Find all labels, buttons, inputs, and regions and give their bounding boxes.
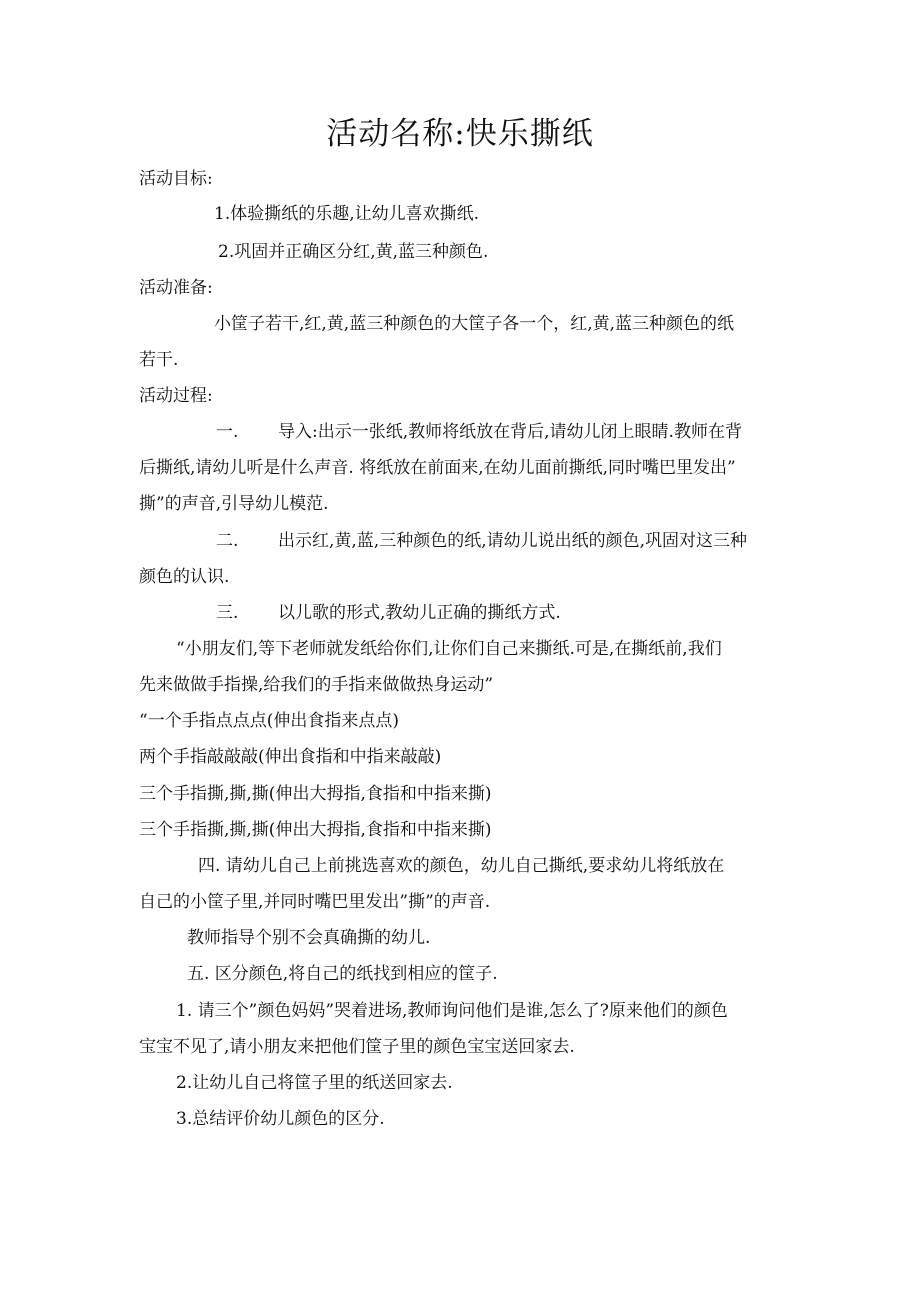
step-2-text: 出示红,黄,蓝,三种颜色的纸,请幼儿说出纸的颜色,巩固对这三种 (278, 531, 748, 551)
rhyme-line-4: 三个手指撕,撕,撕(伸出大拇指,食指和中指来撕) (139, 820, 492, 840)
goal-item-1: 1.体验撕纸的乐趣,让幼儿喜欢撕纸. (214, 204, 480, 224)
step-2-line-1 (216, 529, 747, 553)
quote-line-1: “小朋友们,等下老师就发纸给你们,让你们自己来撕纸.可是,在撕纸前,我们 (176, 639, 722, 659)
step-2-line-2: 颜色的认识. (139, 567, 230, 587)
prep-line-1: 小筐子若干,红,黄,蓝三种颜色的大筐子各一个，红,黄,蓝三种颜色的纸 (214, 314, 735, 334)
rhyme-line-2: 两个手指敲敲敲(伸出食指和中指来敲敲) (139, 747, 442, 767)
document-title: 活动名称:快乐撕纸 (326, 116, 594, 152)
step-1-line-1 (216, 420, 742, 444)
step-4-line-2: 自己的小筐子里,并同时嘴巴里发出”撕”的声音. (139, 892, 491, 912)
step-3-text: 以儿歌的形式,教幼儿正确的撕纸方式. (278, 603, 561, 623)
step-2-number: 二. (216, 531, 239, 551)
step-1-text: 导入:出示一张纸,教师将纸放在背后,请幼儿闭上眼睛.教师在背 (278, 422, 742, 442)
rhyme-line-1: “一个手指点点点(伸出食指来点点) (139, 711, 399, 731)
step-1-line-3: 撕”的声音,引导幼儿模范. (139, 494, 329, 514)
step-3-line (216, 601, 561, 625)
prep-heading: 活动准备: (139, 278, 213, 298)
process-heading: 活动过程: (139, 386, 213, 406)
step-5-line: 五. 区分颜色,将自己的纸找到相应的筐子. (187, 964, 498, 984)
step-4-line-1: 四. 请幼儿自己上前挑选喜欢的颜色，幼儿自己撕纸,要求幼儿将纸放在 (198, 856, 725, 876)
prep-line-2: 若干. (139, 350, 179, 370)
goal-heading: 活动目标: (139, 169, 213, 189)
sub-step-1-line-2: 宝宝不见了,请小朋友来把他们筐子里的颜色宝宝送回家去. (139, 1037, 575, 1057)
step-3-number: 三. (216, 603, 239, 623)
sub-step-3: 3.总结评价幼儿颜色的区分. (176, 1109, 385, 1129)
teacher-note: 教师指导个别不会真确撕的幼儿. (187, 928, 431, 948)
sub-step-2: 2.让幼儿自己将筐子里的纸送回家去. (176, 1073, 453, 1093)
goal-item-2: 2.巩固并正确区分红,黄,蓝三种颜色. (218, 242, 489, 262)
step-1-number: 一. (216, 422, 239, 442)
quote-line-2: 先来做做手指操,给我们的手指来做做热身运动” (139, 675, 494, 695)
sub-step-1-line-1: 1. 请三个”颜色妈妈”哭着进场,教师询问他们是谁,怎么了?原来他们的颜色 (176, 1001, 728, 1021)
step-1-line-2: 后撕纸,请幼儿听是什么声音. 将纸放在前面来,在幼儿面前撕纸,同时嘴巴里发出” (139, 458, 736, 478)
rhyme-line-3: 三个手指撕,撕,撕(伸出大拇指,食指和中指来撕) (139, 784, 492, 804)
